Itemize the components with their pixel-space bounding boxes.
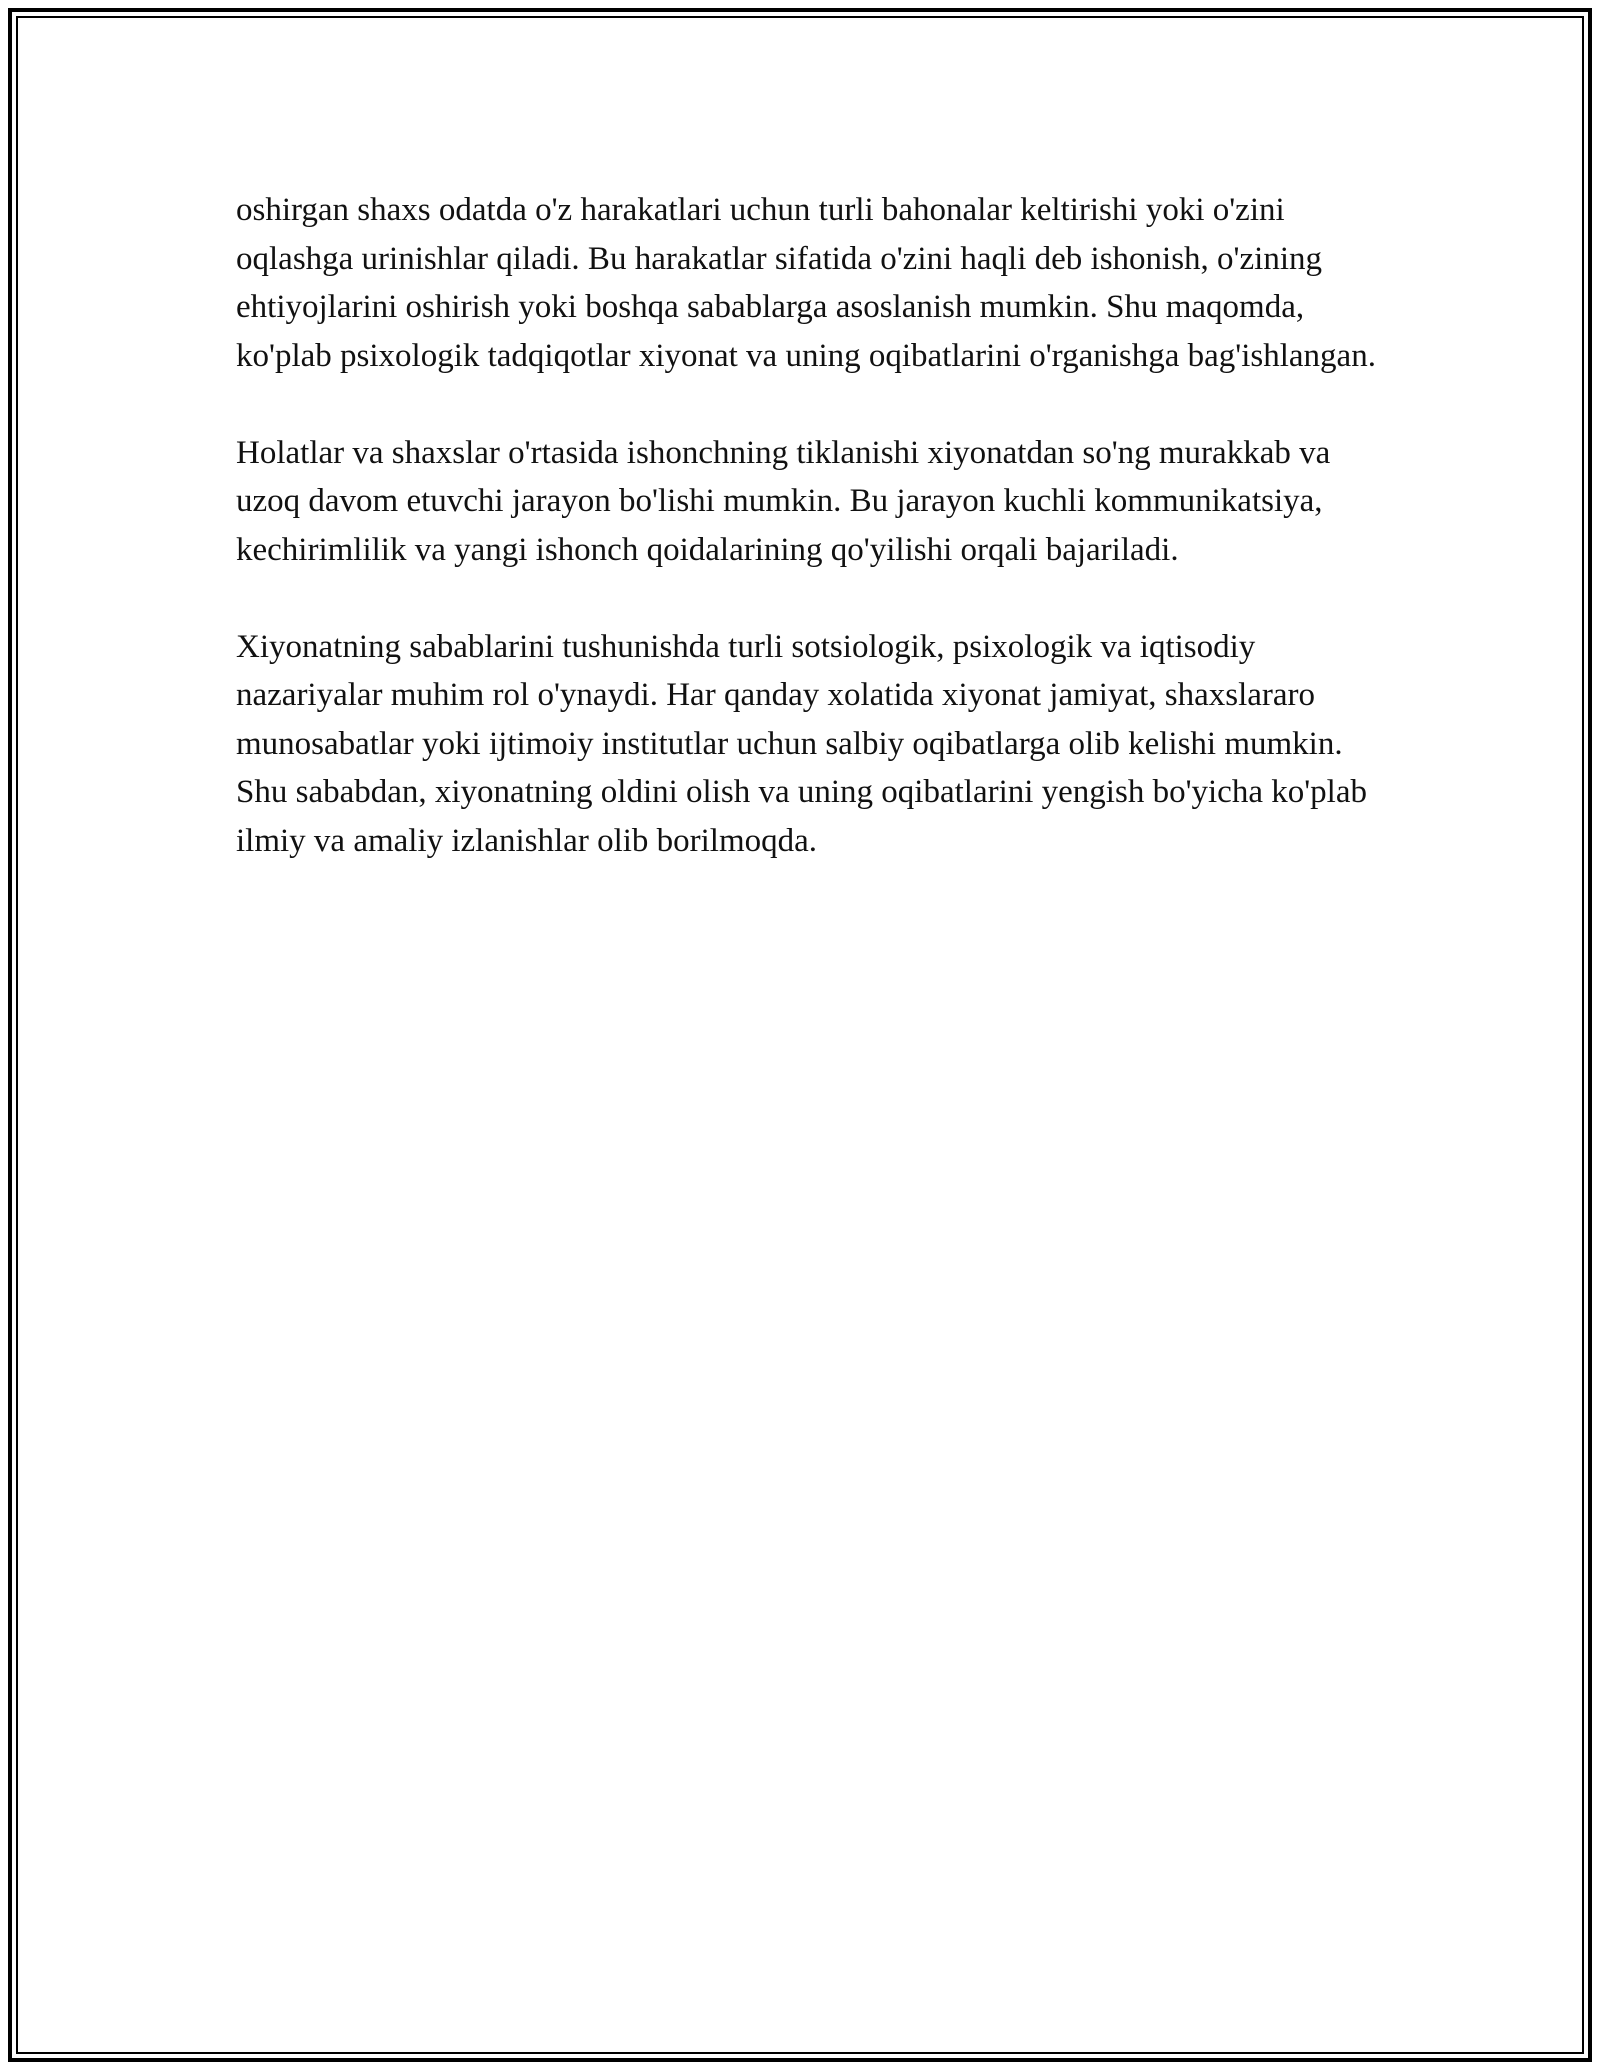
paragraph-1: oshirgan shaxs odatda o'z harakatlari uchun turli bahonalar keltirishi yoki o'zini oqlashga urinishlar qiladi. Bu harakatlar sifatida o'zini haqli deb ishonish, o'zining ehtiyojlarini oshirish yoki boshqa sabablarga asoslanish mumkin. Shu maqomda, ko'plab psixologik tadqiqotlar xiyonat va uning oqibatlarini o'rganishga bag'ishlangan.: [236, 192, 1376, 374]
document-body: [236, 186, 1376, 914]
paragraph-3: Xiyonatning sabablarini tushunishda turli sotsiologik, psixologik va iqtisodiy nazariyalar muhim rol o'ynaydi. Har qanday xolatida xiyonat jamiyat, shaxslararo munosabatlar yoki ijtimoiy institutlar uchun salbiy oqibatlarga olib kelishi mumkin. Shu sababdan, xiyonatning oldini olish va uning oqibatlarini yengish bo'yicha ko'plab ilmiy va amaliy izlanishlar olib borilmoqda.: [236, 628, 1367, 859]
paragraph-2: Holatlar va shaxslar o'rtasida ishonchning tiklanishi xiyonatdan so'ng murakkab va uzoq davom etuvchi jarayon bo'lishi mumkin. Bu jarayon kuchli kommunikatsiya, kechirimlilik va yangi ishonch qoidalarining qo'yilishi orqali bajariladi.: [236, 434, 1331, 568]
